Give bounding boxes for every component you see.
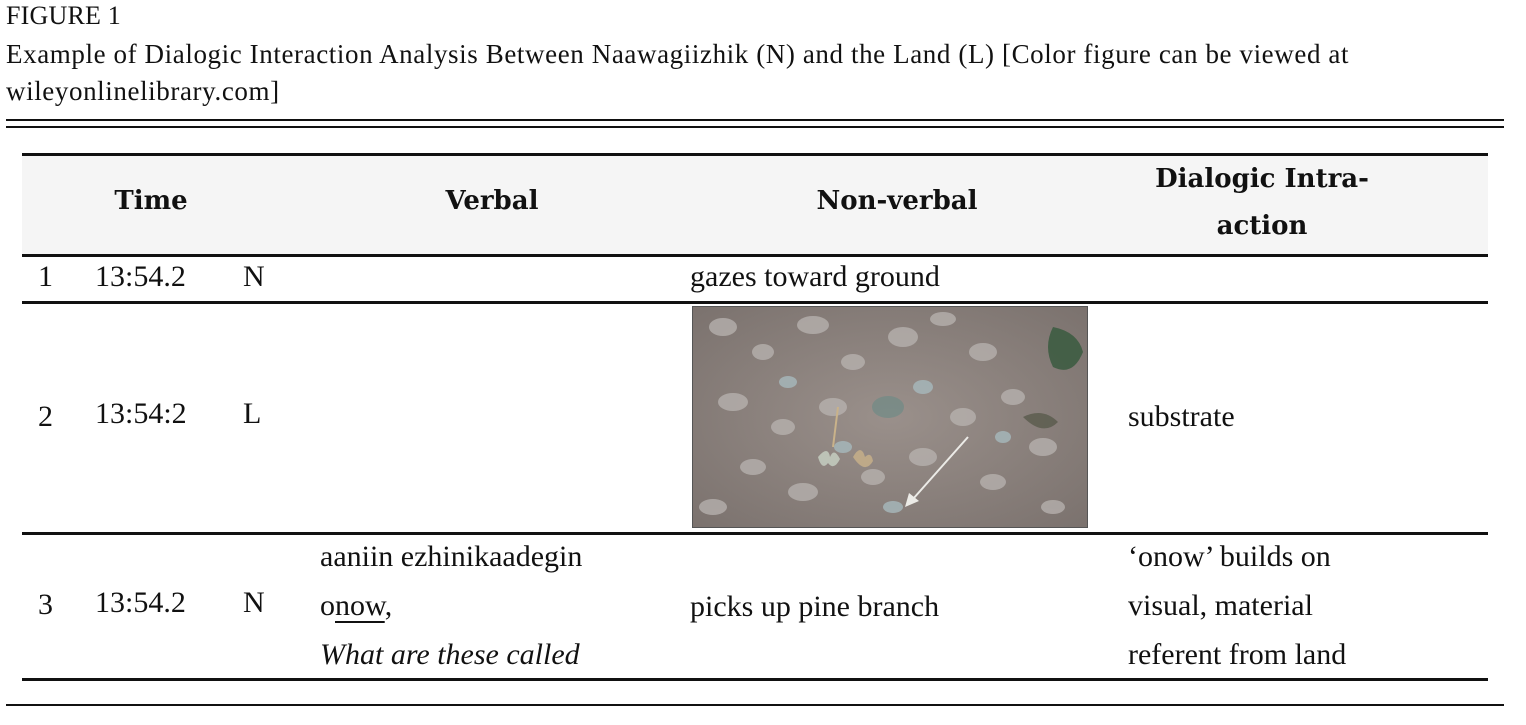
verbal-anishinaabemowin-line: aaniin ezhinikaadegin	[320, 540, 583, 573]
figure-caption: Example of Dialogic Interaction Analysis Between Naawagiizhik (N) and the Land (L) [Color figure can be viewed at wileyonlinelibrary.com]	[6, 39, 1350, 106]
row-dialogic-line3: referent from land	[1128, 638, 1347, 671]
row-number: 2	[38, 400, 53, 433]
ground-photo	[692, 306, 1088, 528]
header-time: Time	[114, 186, 188, 216]
verbal-onow-line	[320, 582, 392, 630]
header-verbal: Verbal	[445, 186, 539, 216]
row-number: 1	[38, 260, 53, 293]
bottom-rule	[6, 704, 1504, 706]
figure-label: FIGURE 1	[6, 1, 121, 30]
header-nonverbal: Non-verbal	[816, 186, 978, 216]
row-nonverbal: picks up pine branch	[690, 590, 940, 623]
row-dialogic: substrate	[1128, 400, 1235, 433]
verbal-translation-line: What are these called	[320, 638, 580, 671]
row-nonverbal: gazes toward ground	[690, 260, 940, 293]
row-dialogic-line2: visual, material	[1128, 589, 1313, 622]
verbal-onow-suffix: ,	[384, 589, 393, 622]
ground-photo-image	[693, 307, 1087, 527]
row-number: 3	[38, 588, 53, 621]
row-time: 13:54:2	[95, 397, 187, 430]
verbal-onow-underlined: now	[335, 589, 385, 622]
header-dialogic-line2: action	[1216, 211, 1308, 241]
row-time: 13:54.2	[95, 586, 186, 619]
row-speaker: L	[243, 397, 262, 430]
dialogic-interaction-table	[22, 153, 1488, 683]
header-dialogic-line1: Dialogic Intra-	[1155, 164, 1369, 194]
row-speaker: N	[243, 260, 265, 293]
top-rule	[6, 119, 1504, 121]
row-1-rule	[22, 301, 1488, 304]
table-top-rule	[22, 153, 1488, 156]
top-rule-double	[6, 126, 1504, 128]
verbal-onow-prefix: o	[320, 589, 335, 622]
row-dialogic-line1: ‘onow’ builds on	[1128, 540, 1331, 573]
row-speaker: N	[243, 586, 265, 619]
row-time: 13:54.2	[95, 260, 186, 293]
